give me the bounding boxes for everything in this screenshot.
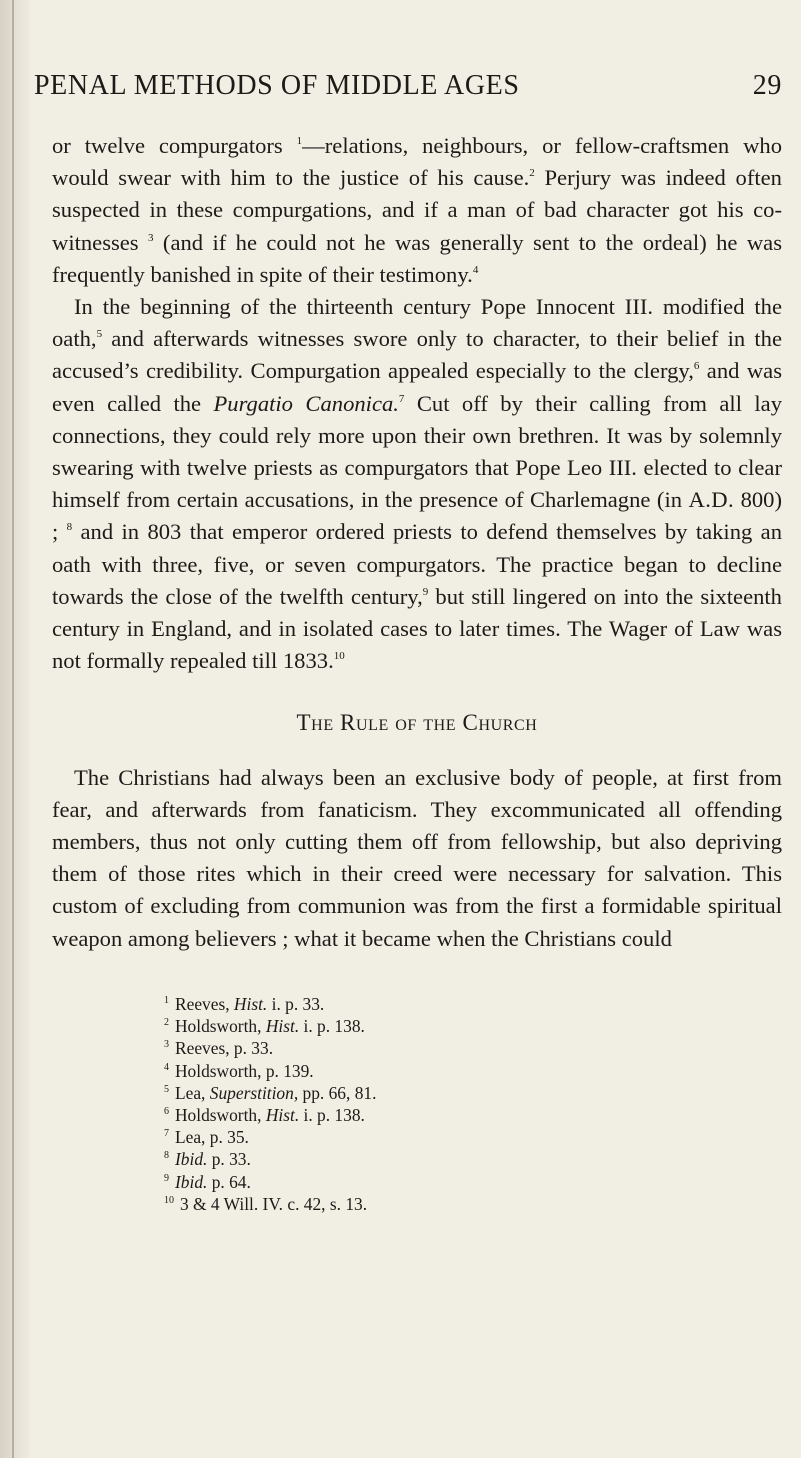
section-heading: The Rule of the Church	[296, 710, 538, 736]
footnote-ref-2: 2	[529, 167, 535, 180]
footnote-ref-7: 7	[398, 392, 405, 405]
footnote: $^9$ Ibid. p. 64.	[164, 1171, 251, 1192]
book-gutter	[0, 0, 30, 1458]
gutter-shadow	[12, 0, 14, 1458]
footnote: $^6$ Holdsworth, Hist. i. p. 138.	[164, 1105, 365, 1126]
paragraph-2: In the beginning of the thirteenth century Pope Innocent III. modified the oath,$^5$ and afterwards witnesses swore only to character, to their belief in the accused’s credibility. Compurgation appealed especially to the clergy,$^6$ and was even called the Purgatio Canonica.$^7$ Cut off by their calling from all lay connections, they could rely more upon their own brethren. It was by solemnly swearing with twelve priests as compurgators that Pope Leo III. elected to clear himself from certain accusations, in the presence of Charlemagne (in A.D. 800) ; $^8$ and in 803 that emperor ordered priests to defend themselves by taking an oath with three, five, or seven compurgators. The practice began to decline towards the close of the twelfth century,$^9$ but still lingered on into the sixteenth century in England, and in isolated cases to later times. The Wager of Law was not formally repealed till 1833.10	[52, 294, 783, 674]
footnote-ref-4: 4	[472, 263, 479, 276]
footnote-ref-6: 6	[693, 360, 700, 373]
footnote-ref-10: 10	[333, 650, 345, 663]
italic-term: Purgatio Canonica.	[213, 390, 399, 416]
footnote: $^{10}$ 3 & 4 Will. IV. c. 42, s. 13.	[164, 1193, 368, 1214]
page-number: 29	[752, 70, 782, 101]
footnote-ref-5: 5	[96, 328, 103, 341]
footnote-ref-1: 1	[296, 135, 303, 147]
footnote: $^5$ Lea, Superstition, pp. 66, 81.	[164, 1082, 377, 1103]
paragraph-1: or twelve compurgators $^1$—relations, neighbours, or fellow-craftsmen who would swear with him to the justice of his cause.$^2$ Perjury was indeed often suspected in these compurgations, and if a man of bad character got his co-witnesses $^3$ (and if he could not he was generally sent to the ordeal) he was frequently banished in spite of their testimony.$^4$	[52, 133, 783, 287]
era-abbrev: A.D.	[688, 487, 735, 513]
footnote-ref-8: 8	[66, 521, 73, 534]
running-title: PENAL METHODS OF MIDDLE AGES	[34, 70, 520, 101]
running-header	[34, 70, 782, 102]
footnote-ref-9: 9	[422, 585, 429, 598]
footnote-ref-3: 3	[148, 231, 154, 244]
footnote: $^8$ Ibid. p. 33.	[164, 1149, 251, 1170]
footnote: $^4$ Holdsworth, p. 139.	[164, 1060, 314, 1081]
body-text	[52, 130, 782, 955]
footnotes	[164, 993, 724, 1215]
footnote: $^3$ Reeves, p. 33.	[164, 1038, 274, 1059]
footnote: $^7$ Lea, p. 35.	[164, 1127, 249, 1148]
paragraph-3: The Christians had always been an exclusive body of people, at first from fear, and afterwards from fanaticism. They excommunicated all offending members, thus not only cutting them off from fellowship, but also depriving them of those rites which in their creed were necessary for salvation. This custom of excluding from communion was from the first a formidable spiritual weapon among believers ; what it became when the Christians could	[52, 764, 782, 951]
footnote: $^1$ Reeves, Hist. i. p. 33.	[164, 994, 325, 1014]
footnote: $^2$ Holdsworth, Hist. i. p. 138.	[164, 1016, 365, 1037]
